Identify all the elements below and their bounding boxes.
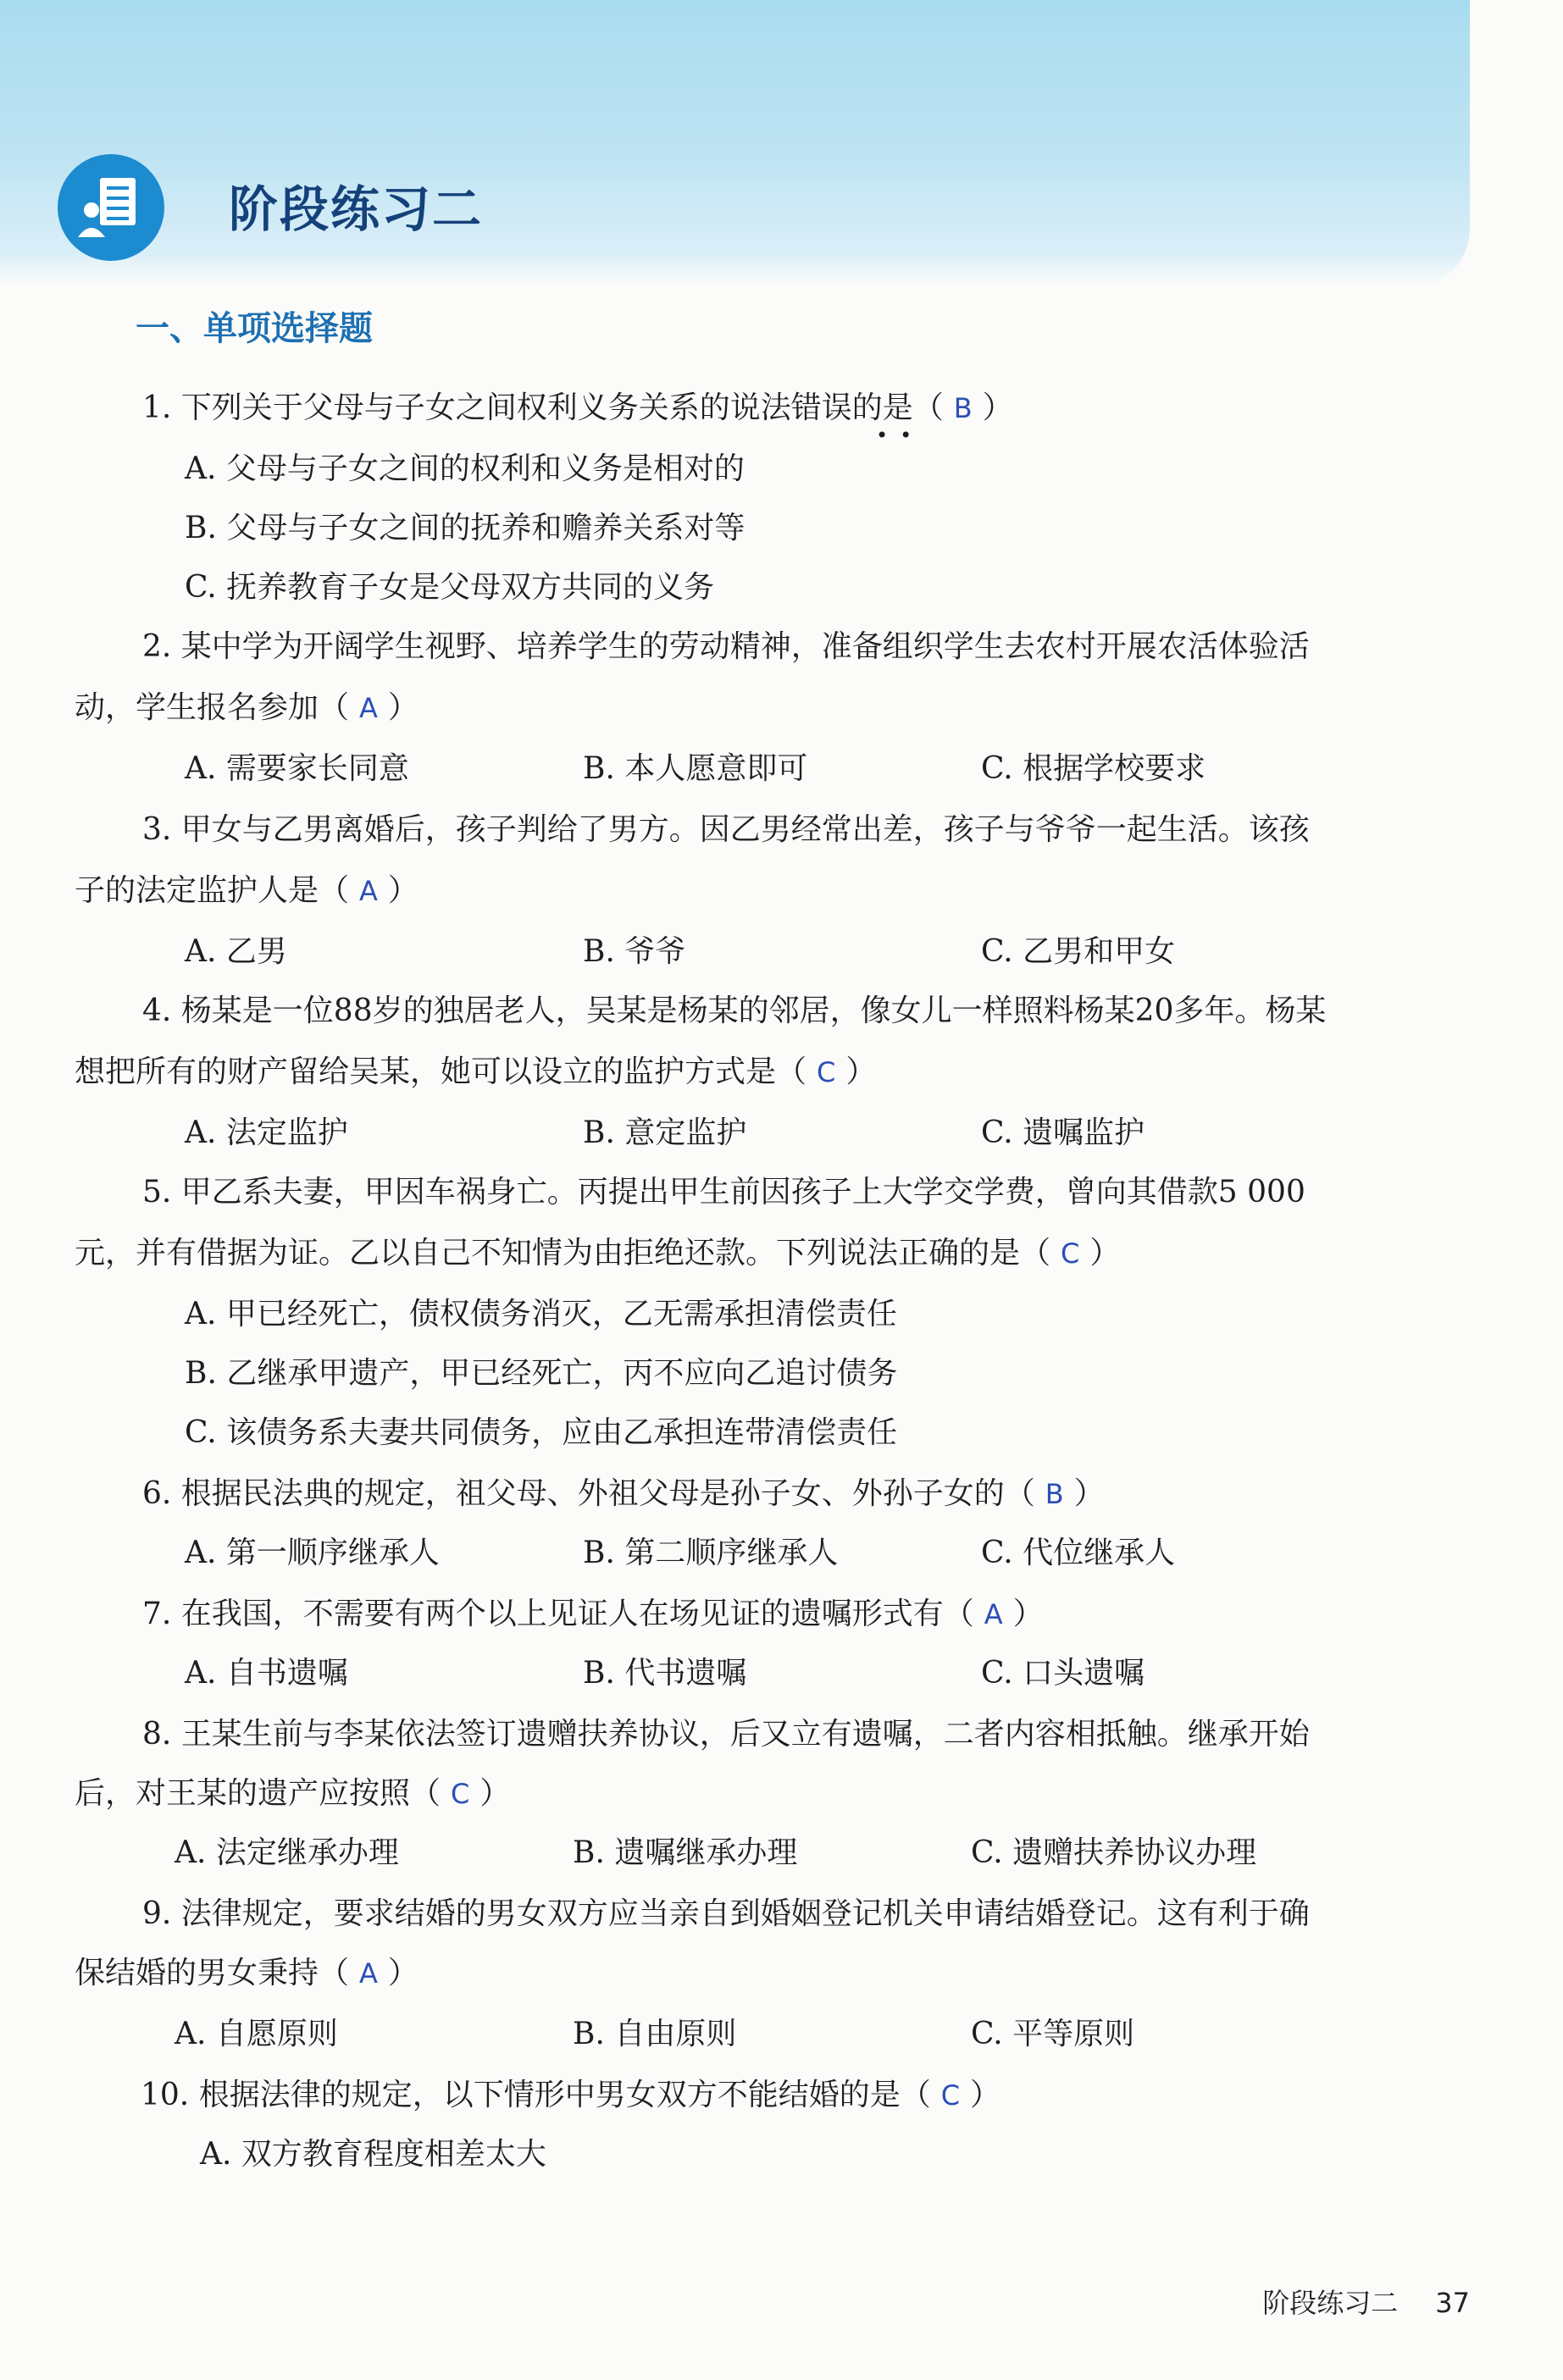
question-close: ） [387,873,418,908]
question-close: ） [970,2078,1001,2112]
option-c: C. 遗嘱监护 [981,1115,1145,1150]
option-a: A. 自书遗嘱 [185,1656,348,1691]
question-stem: 6. 根据民法典的规定，祖父母、外祖父母是孙子女、外孙子女的（ [142,1476,1035,1511]
options-row [185,1535,1506,1572]
question-stem: 10. 根据法律的规定，以下情形中男女双方不能结婚的是（ [141,2078,931,2112]
option-c: C. 该债务系夫妻共同债务，应由乙承担连带清偿责任 [185,1415,898,1450]
question-4-continued [75,1054,876,1091]
option-c: C. 平等原则 [971,2017,1135,2051]
question-close: ） [387,690,418,725]
question-close: ） [1012,1597,1044,1631]
question-1 [142,390,1013,427]
option-a: A. 自愿原则 [175,2017,338,2051]
option-c: C. 代位继承人 [981,1536,1176,1570]
banner-fade [0,254,1563,288]
answer-mark: A [984,1598,1003,1630]
question-close: ） [982,390,1013,425]
option-b: B. 代书遗嘱 [583,1656,747,1691]
option-c: C. 抚养教育子女是父母双方共同的义务 [185,570,715,605]
question-4: 4. 杨某是一位88岁的独居老人，吴某是杨某的邻居，像女儿一样照料杨某20多年。杨某 [142,994,1327,1028]
option-a: A. 双方教育程度相差太大 [200,2137,546,2172]
answer-mark: A [359,692,378,724]
question-7 [142,1596,1044,1633]
page-number: 37 [1435,2287,1470,2319]
question-stem: 1. 下列关于父母与子女之间权利义务关系的说法错误的是（ [142,390,944,425]
option-c: C. 乙男和甲女 [981,934,1176,969]
options-row [185,1115,1506,1152]
answer-mark: B [1045,1478,1064,1510]
section-heading: 一、单项选择题 [136,309,373,348]
answer-mark: C [451,1778,470,1810]
question-close: ） [1089,1236,1121,1270]
answer-mark: A [359,1957,378,1990]
option-a: A. 甲已经死亡，债权债务消灭，乙无需承担清偿责任 [185,1297,897,1331]
answer-mark: B [953,392,973,424]
question-10 [141,2077,1000,2114]
options-row [185,750,1506,788]
question-stem: 后，对王某的遗产应按照（ [75,1776,441,1811]
question-close: ） [1073,1476,1105,1511]
question-5: 5. 甲乙系夫妻，甲因车祸身亡。丙提出甲生前因孩子上大学交学费，曾向其借款5 000 [142,1175,1305,1209]
question-stem: 子的法定监护人是（ [75,873,350,908]
option-c: C. 遗赠扶养协议办理 [971,1835,1257,1870]
option-b: B. 自由原则 [573,2017,737,2051]
question-stem: 保结婚的男女秉持（ [75,1956,350,1990]
question-close: ） [845,1054,877,1089]
options-row [185,1655,1506,1692]
option-a: A. 法定监护 [185,1115,348,1150]
footer-label: 阶段练习二 [1262,2287,1399,2319]
option-c: C. 口头遗嘱 [981,1656,1145,1691]
question-3-continued [75,872,418,910]
option-a: A. 第一顺序继承人 [185,1536,440,1570]
option-a: A. 需要家长同意 [185,751,409,786]
option-c: C. 根据学校要求 [981,751,1206,786]
emphasis-dots: •• [876,423,924,447]
options-row [185,933,1506,971]
options-row [175,2016,1496,2053]
answer-mark: C [817,1056,836,1088]
option-a: A. 乙男 [185,934,287,969]
question-close: ） [387,1956,418,1990]
question-3: 3. 甲女与乙男离婚后，孩子判给了男方。因乙男经常出差，孩子与爷爷一起生活。该孩 [142,812,1310,847]
answer-mark: C [940,2079,961,2112]
option-b: B. 意定监护 [583,1115,747,1150]
option-b: B. 爷爷 [583,934,686,969]
option-a: A. 父母与子女之间的权利和义务是相对的 [185,451,745,486]
question-stem: 元，并有借据为证。乙以自己不知情为由拒绝还款。下列说法正确的是（ [75,1236,1051,1270]
question-8: 8. 王某生前与李某依法签订遗赠扶养协议，后又立有遗嘱，二者内容相抵触。继承开始 [142,1717,1310,1752]
header-banner [0,0,1470,288]
option-a: A. 法定继承办理 [175,1835,399,1870]
option-b: B. 遗嘱继承办理 [573,1835,798,1870]
exercise-icon [58,154,164,261]
question-close: ） [479,1776,511,1811]
question-8-continued [75,1775,510,1813]
question-stem: 动，学生报名参加（ [75,690,350,725]
question-9: 9. 法律规定，要求结婚的男女双方应当亲自到婚姻登记机关申请结婚登记。这有利于确 [142,1896,1310,1931]
answer-mark: C [1061,1237,1080,1270]
options-row [175,1835,1496,1872]
question-2-continued [75,689,418,727]
question-9-continued [75,1955,418,1992]
option-b: B. 父母与子女之间的抚养和赡养关系对等 [185,511,745,545]
question-2: 2. 某中学为开阔学生视野、培养学生的劳动精神，准备组织学生去农村开展农活体验活 [142,629,1310,664]
question-stem: 7. 在我国，不需要有两个以上见证人在场见证的遗嘱形式有（ [142,1597,974,1631]
answer-mark: A [359,875,378,907]
option-b: B. 乙继承甲遗产，甲已经死亡，丙不应向乙追讨债务 [185,1356,898,1391]
option-b: B. 第二顺序继承人 [583,1536,839,1570]
option-b: B. 本人愿意即可 [583,751,808,786]
question-6 [142,1475,1105,1513]
question-5-continued [75,1235,1120,1272]
question-stem: 想把所有的财产留给吴某，她可以设立的监护方式是（ [75,1054,807,1089]
page-title: 阶段练习二 [229,180,484,238]
page-footer [1262,2282,1470,2321]
